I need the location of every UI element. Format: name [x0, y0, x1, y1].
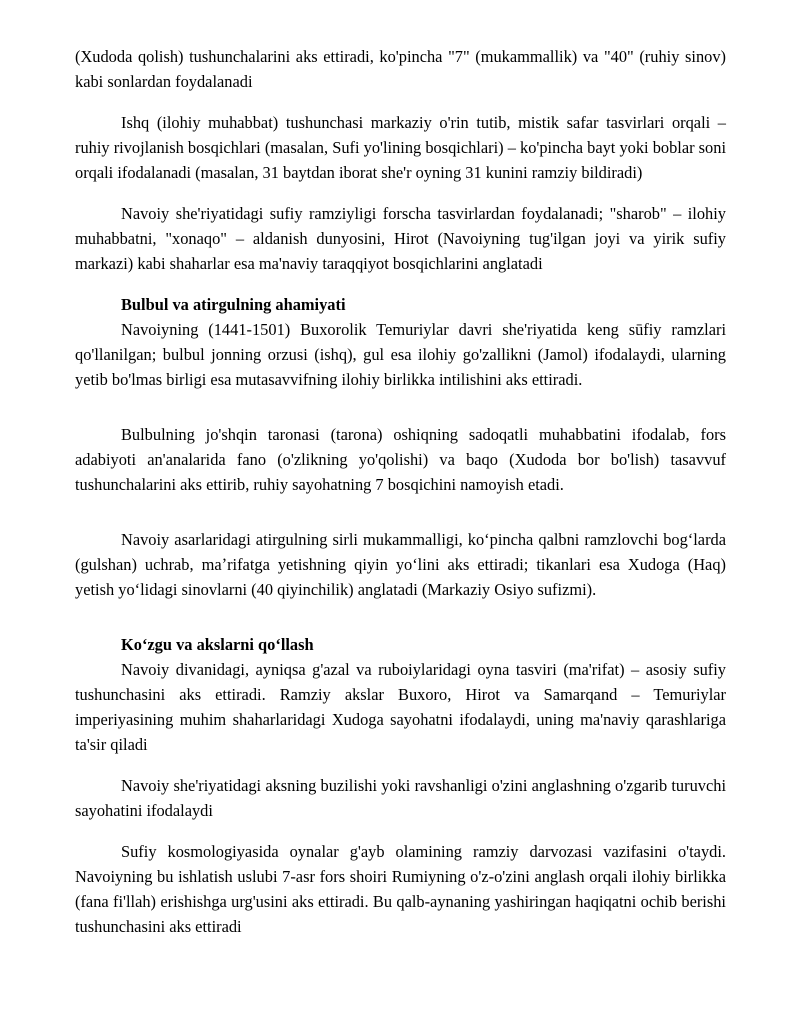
paragraph: (Xudoda qolish) tushunchalarini aks ettiradi, ko'pincha "7" (mukammallik) va "40" (ruhiy sinov) kabi sonlardan foydalanadi: [75, 47, 726, 91]
paragraph: Navoiy she'riyatidagi aksning buzilishi yoki ravshanligi o'zini anglashning o'zgarib turuvchi sayohatini ifodalaydi: [75, 776, 726, 820]
paragraph: Navoiy she'riyatidagi sufiy ramziyligi forscha tasvirlardan foydalanadi; "sharob" – ilohiy muhabbatni, "xonaqo" – aldanish dunyosini, Hirot (Navoiyning tug'ilgan joyi va yirik sufiy markazi) kabi shaharlar esa ma'naviy taraqqiyot bosqichlarini anglatadi: [75, 204, 726, 273]
section-heading: Koʻzgu va akslarni qoʻllash: [121, 635, 314, 654]
document-page: [75, 44, 726, 939]
paragraph: Ishq (ilohiy muhabbat) tushunchasi markaziy o'rin tutib, mistik safar tasvirlari orqali – ruhiy rivojlanish bosqichlari (masalan, Sufi yo'lining bosqichlari) – ko'pincha bayt yoki boblar soni orqali ifodalanadi (masalan, 31 baytdan iborat she'r oyning 31 kunini ramziy bildiradi): [75, 113, 726, 182]
paragraph: Bulbulning jo'shqin taronasi (tarona) oshiqning sadoqatli muhabbatini ifodalab, fors adabiyoti an'analarida fano (o'zlikning yo'qolishi) va baqo (Xudoda bor bo'lish) tasavvuf tushunchalarini aks ettirib, ruhiy sayohatning 7 bosqichini namoyish etadi.: [75, 425, 726, 494]
section-heading: Bulbul va atirgulning ahamiyati: [121, 295, 346, 314]
paragraph: Navoiy divanidagi, ayniqsa g'azal va ruboiylaridagi oyna tasviri (ma'rifat) – asosiy sufiy tushunchasini aks ettiradi. Ramziy akslar Buxoro, Hirot va Samarqand – Temuriylar imperiyasining muhim shaharlaridagi Xudoga sayohatni ifodalaydi, uning ma'naviy qarashlariga ta'sir qiladi: [75, 660, 726, 754]
paragraph: Sufiy kosmologiyasida oynalar g'ayb olamining ramziy darvozasi vazifasini o'taydi. Navoiyning bu ishlatish uslubi 7-asr fors shoiri Rumiyning o'z-o'zini anglash orqali ilohiy birlikka (fana fi'llah) erishishga urg'usini aks ettiradi. Bu qalb-aynaning yashiringan haqiqatni ochib berishi tushunchasini aks ettiradi: [75, 842, 726, 936]
paragraph: Navoiyning (1441-1501) Buxorolik Temuriylar davri she'riyatida keng sūfiy ramzlari qo'llanilgan; bulbul jonning orzusi (ishq), gul esa ilohiy go'zallikni (Jamol) ifodalaydi, ularning yetib bo'lmas birligi esa mutasavvifning ilohiy birlikka intilishini aks ettiradi.: [75, 320, 726, 389]
paragraph: Navoiy asarlaridagi atirgulning sirli mukammalligi, koʻpincha qalbni ramzlovchi bogʻlarda (gulshan) uchrab, maʼrifatga yetishning qiyin yoʻlini aks ettiradi; tikanlari esa Xudoga (Haq) yetish yoʻlidagi sinovlarni (40 qiyinchilik) anglatadi (Markaziy Osiyo sufizmi).: [75, 530, 726, 599]
